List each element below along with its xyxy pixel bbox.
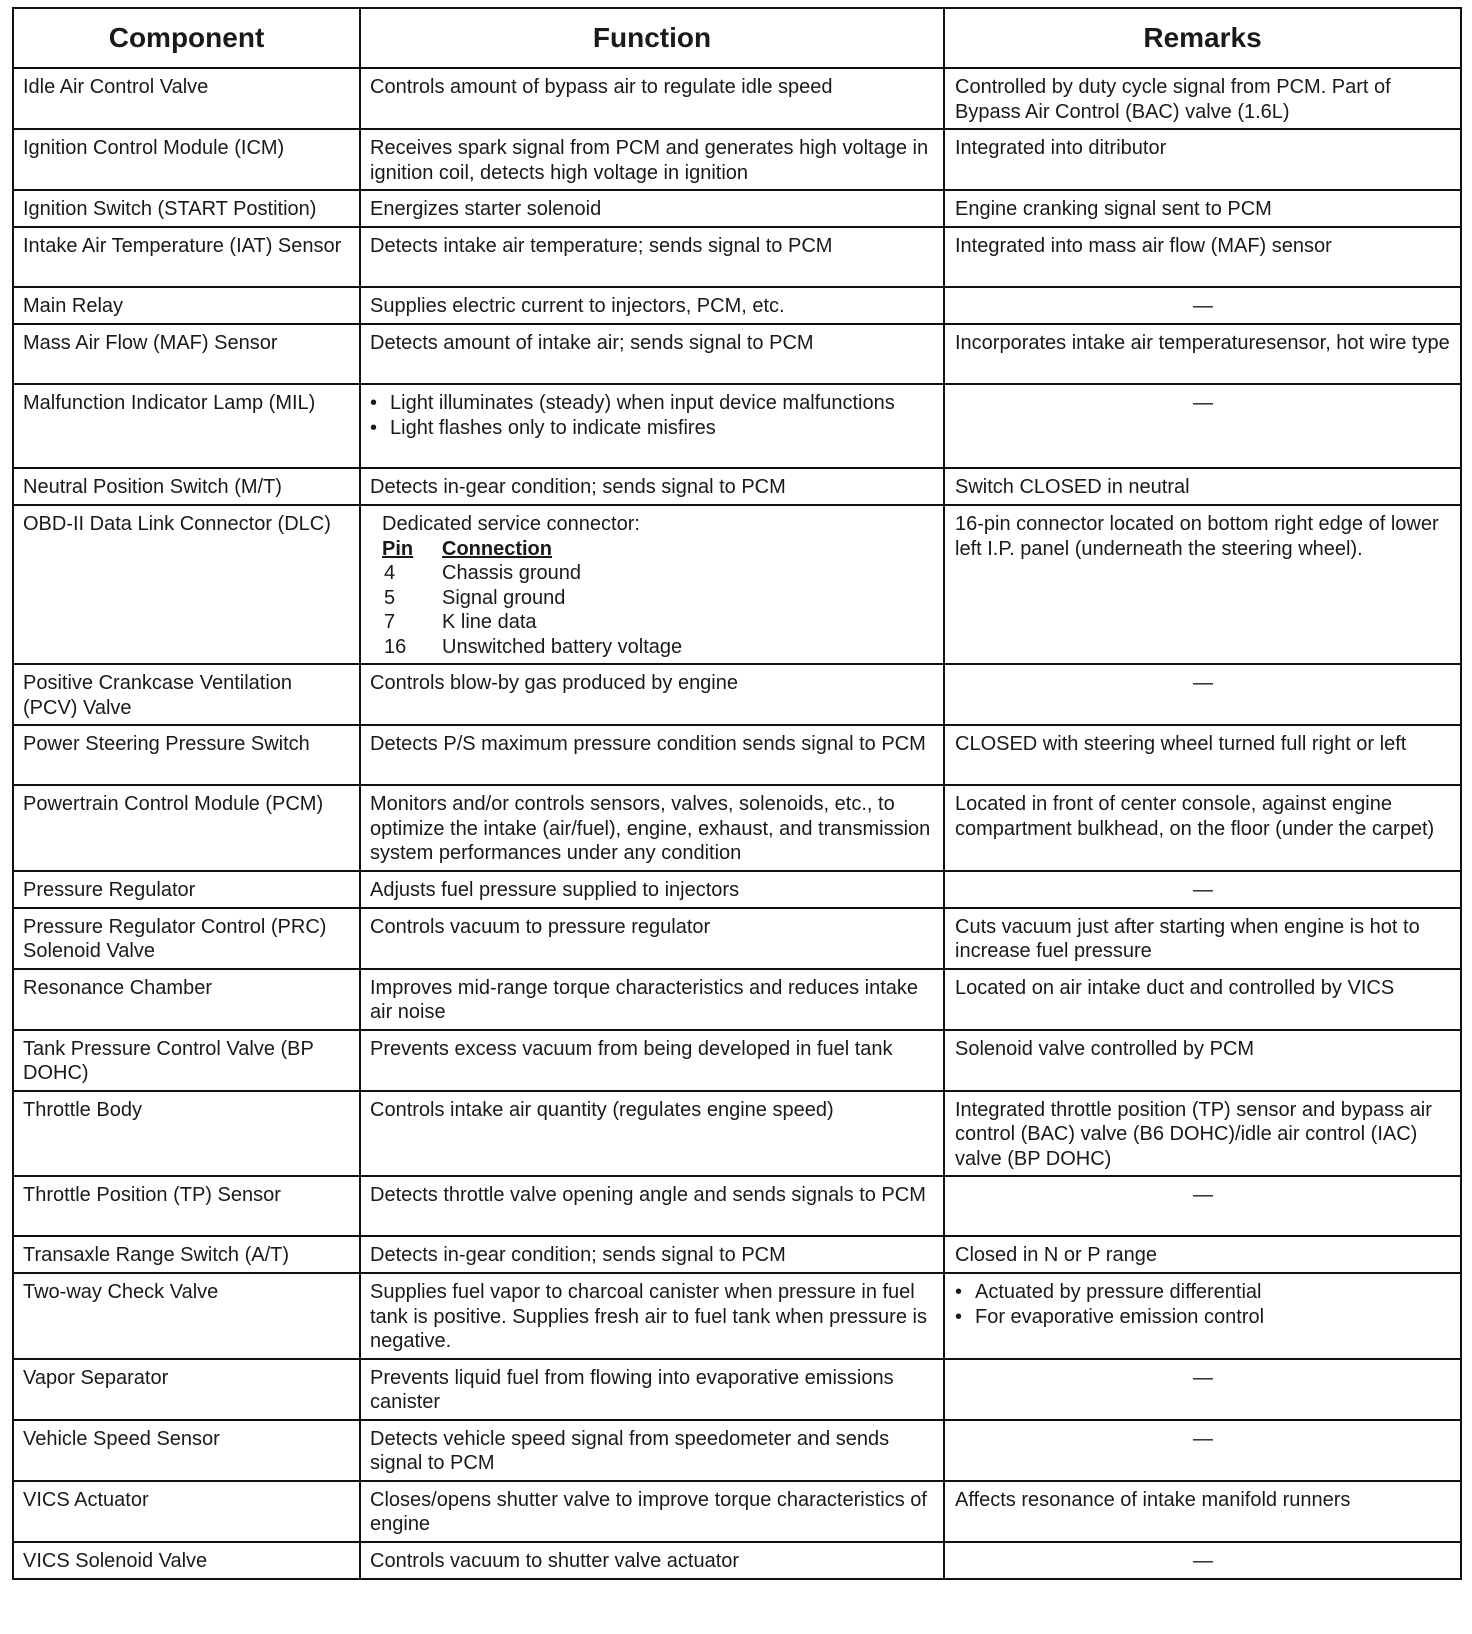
function-cell: Detects in-gear condition; sends signal to PCM — [360, 468, 944, 505]
remarks-cell — [944, 871, 1461, 908]
table-row — [13, 1176, 1461, 1236]
table-row — [13, 785, 1461, 871]
component-cell: Pressure Regulator — [13, 871, 360, 908]
component-cell: Positive Crankcase Ventilation (PCV) Valve — [13, 664, 360, 725]
pin-number: 16 — [384, 635, 407, 658]
table-row — [13, 384, 1461, 468]
pin-connection: Unswitched battery voltage — [442, 635, 683, 658]
component-cell: OBD-II Data Link Connector (DLC) — [13, 505, 360, 664]
function-cell: Detects throttle valve opening angle and sends signals to PCM — [360, 1176, 944, 1236]
component-cell: Pressure Regulator Control (PRC) Solenoid Valve — [13, 908, 360, 969]
component-cell: Intake Air Temperature (IAT) Sensor — [13, 227, 360, 287]
remarks-cell — [944, 384, 1461, 468]
dlc-intro: Dedicated service connector: — [382, 513, 640, 535]
table-row — [13, 190, 1461, 227]
function-bullet: • Light flashes only to indicate misfires — [370, 416, 934, 441]
pin-number: 5 — [384, 586, 396, 609]
component-cell: Neutral Position Switch (M/T) — [13, 468, 360, 505]
table-row — [13, 725, 1461, 785]
remarks-cell: Solenoid valve controlled by PCM — [944, 1030, 1461, 1091]
component-cell: Powertrain Control Module (PCM) — [13, 785, 360, 871]
table-row — [13, 287, 1461, 324]
table-row — [13, 468, 1461, 505]
remarks-cell: Integrated into mass air flow (MAF) sensor — [944, 227, 1461, 287]
remarks-cell — [944, 664, 1461, 725]
remarks-cell: Located on air intake duct and controlled by VICS — [944, 969, 1461, 1030]
function-cell: Controls intake air quantity (regulates engine speed) — [360, 1091, 944, 1177]
remarks-cell: Controlled by duty cycle signal from PCM. Part of Bypass Air Control (BAC) valve (1.6L) — [944, 68, 1461, 129]
table-row — [13, 324, 1461, 384]
function-cell: Detects vehicle speed signal from speedometer and sends signal to PCM — [360, 1420, 944, 1481]
pin-row — [370, 610, 934, 635]
component-cell: Vapor Separator — [13, 1359, 360, 1420]
function-cell: Controls vacuum to shutter valve actuator — [360, 1542, 944, 1579]
remarks-bullet-list — [955, 1280, 1451, 1329]
remarks-bullet: • Actuated by pressure differential — [955, 1280, 1451, 1305]
remarks-cell — [944, 1542, 1461, 1579]
function-cell: Adjusts fuel pressure supplied to injectors — [360, 871, 944, 908]
table-row — [13, 1273, 1461, 1359]
header-row — [13, 8, 1461, 68]
pin-header: Pin — [382, 537, 414, 560]
component-cell: Ignition Control Module (ICM) — [13, 129, 360, 190]
component-cell: Mass Air Flow (MAF) Sensor — [13, 324, 360, 384]
pin-connection: Signal ground — [442, 586, 566, 609]
table-row — [13, 1481, 1461, 1542]
empty-dash: — — [1193, 878, 1213, 901]
component-cell: Power Steering Pressure Switch — [13, 725, 360, 785]
function-bullet-list — [370, 391, 934, 440]
component-cell: Malfunction Indicator Lamp (MIL) — [13, 384, 360, 468]
remarks-cell — [944, 1420, 1461, 1481]
function-cell: Prevents liquid fuel from flowing into evaporative emissions canister — [360, 1359, 944, 1420]
pin-connection: Chassis ground — [442, 562, 581, 584]
table-row — [13, 227, 1461, 287]
pin-connection: K line data — [442, 611, 537, 633]
remarks-cell — [944, 1176, 1461, 1236]
remarks-cell: Cuts vacuum just after starting when engine is hot to increase fuel pressure — [944, 908, 1461, 969]
pin-row — [370, 586, 934, 611]
header-function: Function — [360, 8, 944, 68]
table-row — [13, 871, 1461, 908]
pin-number: 4 — [384, 562, 396, 584]
component-cell: Throttle Body — [13, 1091, 360, 1177]
component-cell: Transaxle Range Switch (A/T) — [13, 1236, 360, 1273]
function-cell: Closes/opens shutter valve to improve torque characteristics of engine — [360, 1481, 944, 1542]
pin-number: 7 — [384, 611, 396, 633]
component-cell: Two-way Check Valve — [13, 1273, 360, 1359]
function-cell: Prevents excess vacuum from being developed in fuel tank — [360, 1030, 944, 1091]
function-bullet: • Light illuminates (steady) when input device malfunctions — [370, 391, 934, 416]
table-row — [13, 969, 1461, 1030]
remarks-cell: Incorporates intake air temperaturesensor, hot wire type — [944, 324, 1461, 384]
function-cell: Detects P/S maximum pressure condition sends signal to PCM — [360, 725, 944, 785]
remarks-bullet: • For evaporative emission control — [955, 1305, 1451, 1330]
function-cell: Detects in-gear condition; sends signal to PCM — [360, 1236, 944, 1273]
table-row — [13, 505, 1461, 664]
function-cell: Controls amount of bypass air to regulate idle speed — [360, 68, 944, 129]
header-remarks: Remarks — [944, 8, 1461, 68]
connection-header: Connection — [442, 537, 552, 560]
component-cell: Idle Air Control Valve — [13, 68, 360, 129]
remarks-cell — [944, 1359, 1461, 1420]
function-cell: Detects amount of intake air; sends signal to PCM — [360, 324, 944, 384]
component-cell: Main Relay — [13, 287, 360, 324]
component-table — [12, 7, 1462, 1580]
function-cell: Supplies fuel vapor to charcoal canister when pressure in fuel tank is positive. Supplies fresh air to fuel tank when pressure is negative. — [360, 1273, 944, 1359]
table-row — [13, 1359, 1461, 1420]
remarks-cell: Closed in N or P range — [944, 1236, 1461, 1273]
function-cell: Detects intake air temperature; sends signal to PCM — [360, 227, 944, 287]
pin-row — [370, 561, 934, 586]
pin-table-header — [370, 537, 934, 562]
function-cell: Supplies electric current to injectors, PCM, etc. — [360, 287, 944, 324]
function-cell: Monitors and/or controls sensors, valves, solenoids, etc., to optimize the intake (air/fuel), engine, exhaust, and transmission system performances under any condition — [360, 785, 944, 871]
table-row — [13, 1542, 1461, 1579]
remarks-cell — [944, 1273, 1461, 1359]
remarks-cell: Engine cranking signal sent to PCM — [944, 190, 1461, 227]
remarks-cell: Located in front of center console, against engine compartment bulkhead, on the floor (under the carpet) — [944, 785, 1461, 871]
function-cell — [360, 505, 944, 664]
component-cell: VICS Actuator — [13, 1481, 360, 1542]
remarks-cell: Integrated throttle position (TP) sensor and bypass air control (BAC) valve (B6 DOHC)/idle air control (IAC) valve (BP DOHC) — [944, 1091, 1461, 1177]
empty-dash: — — [1193, 1184, 1213, 1206]
remarks-cell: Integrated into ditributor — [944, 129, 1461, 190]
table-row — [13, 908, 1461, 969]
table-row — [13, 664, 1461, 725]
table-row — [13, 1030, 1461, 1091]
table-row — [13, 129, 1461, 190]
remarks-cell: 16-pin connector located on bottom right edge of lower left I.P. panel (underneath the steering wheel). — [944, 505, 1461, 664]
empty-dash: — — [1193, 1427, 1213, 1450]
function-cell: Controls vacuum to pressure regulator — [360, 908, 944, 969]
remarks-cell — [944, 287, 1461, 324]
table-row — [13, 68, 1461, 129]
empty-dash: — — [1193, 392, 1213, 414]
function-cell: Receives spark signal from PCM and generates high voltage in ignition coil, detects high voltage in ignition — [360, 129, 944, 190]
function-cell — [360, 384, 944, 468]
remarks-cell: Switch CLOSED in neutral — [944, 468, 1461, 505]
empty-dash: — — [1193, 1366, 1213, 1389]
function-cell: Controls blow-by gas produced by engine — [360, 664, 944, 725]
remarks-cell: Affects resonance of intake manifold runners — [944, 1481, 1461, 1542]
empty-dash: — — [1193, 672, 1213, 694]
component-cell: Ignition Switch (START Postition) — [13, 190, 360, 227]
component-cell: Throttle Position (TP) Sensor — [13, 1176, 360, 1236]
component-cell: Vehicle Speed Sensor — [13, 1420, 360, 1481]
table-row — [13, 1420, 1461, 1481]
pin-row — [370, 635, 934, 660]
function-cell: Improves mid-range torque characteristics and reduces intake air noise — [360, 969, 944, 1030]
component-cell: VICS Solenoid Valve — [13, 1542, 360, 1579]
empty-dash: — — [1193, 1549, 1213, 1572]
component-cell: Resonance Chamber — [13, 969, 360, 1030]
header-component: Component — [13, 8, 360, 68]
table-row — [13, 1091, 1461, 1177]
table-row — [13, 1236, 1461, 1273]
function-cell: Energizes starter solenoid — [360, 190, 944, 227]
empty-dash: — — [1193, 295, 1213, 317]
component-cell: Tank Pressure Control Valve (BP DOHC) — [13, 1030, 360, 1091]
remarks-cell: CLOSED with steering wheel turned full right or left — [944, 725, 1461, 785]
